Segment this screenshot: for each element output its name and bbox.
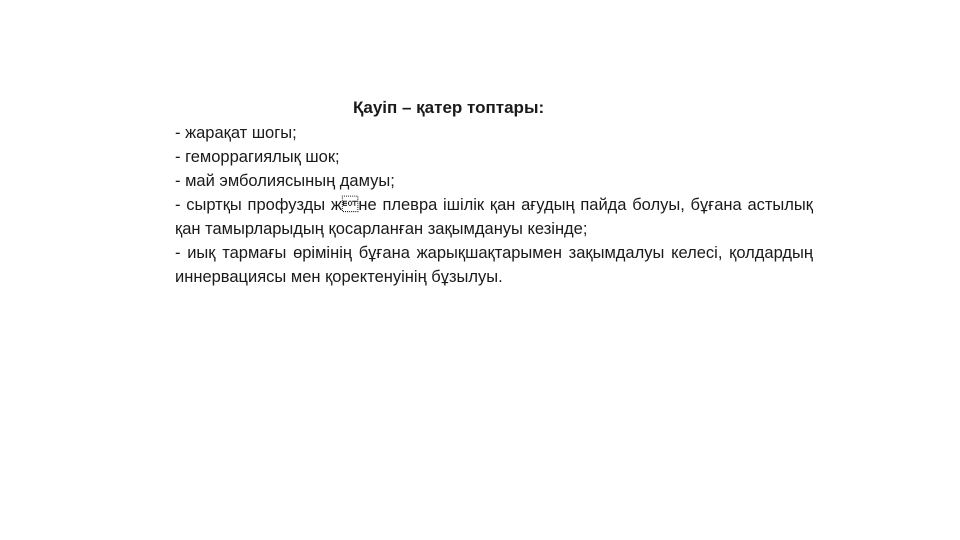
list-item: - геморрагиялық шок; [175, 148, 340, 166]
list-item: - иық тармағы өрімінің бұғана жарықшақтарымен зақымдалуы келесі, қолдардың иннервациясы мен қоректенуінің бұзылуы. [175, 244, 813, 286]
slide-title: Қауіп – қатер топтары: [353, 98, 545, 117]
list-item: - май эмболиясының дамуы; [175, 172, 395, 190]
list-item: - сыртқы профузды жне плевра ішілік қан ағудың пайда болуы, бұғана астылық қан тамырларыдың қосарланған зақымдануы кезінде; [175, 196, 813, 238]
list-item: - жарақат шогы; [175, 124, 297, 142]
slide-body [175, 121, 813, 289]
